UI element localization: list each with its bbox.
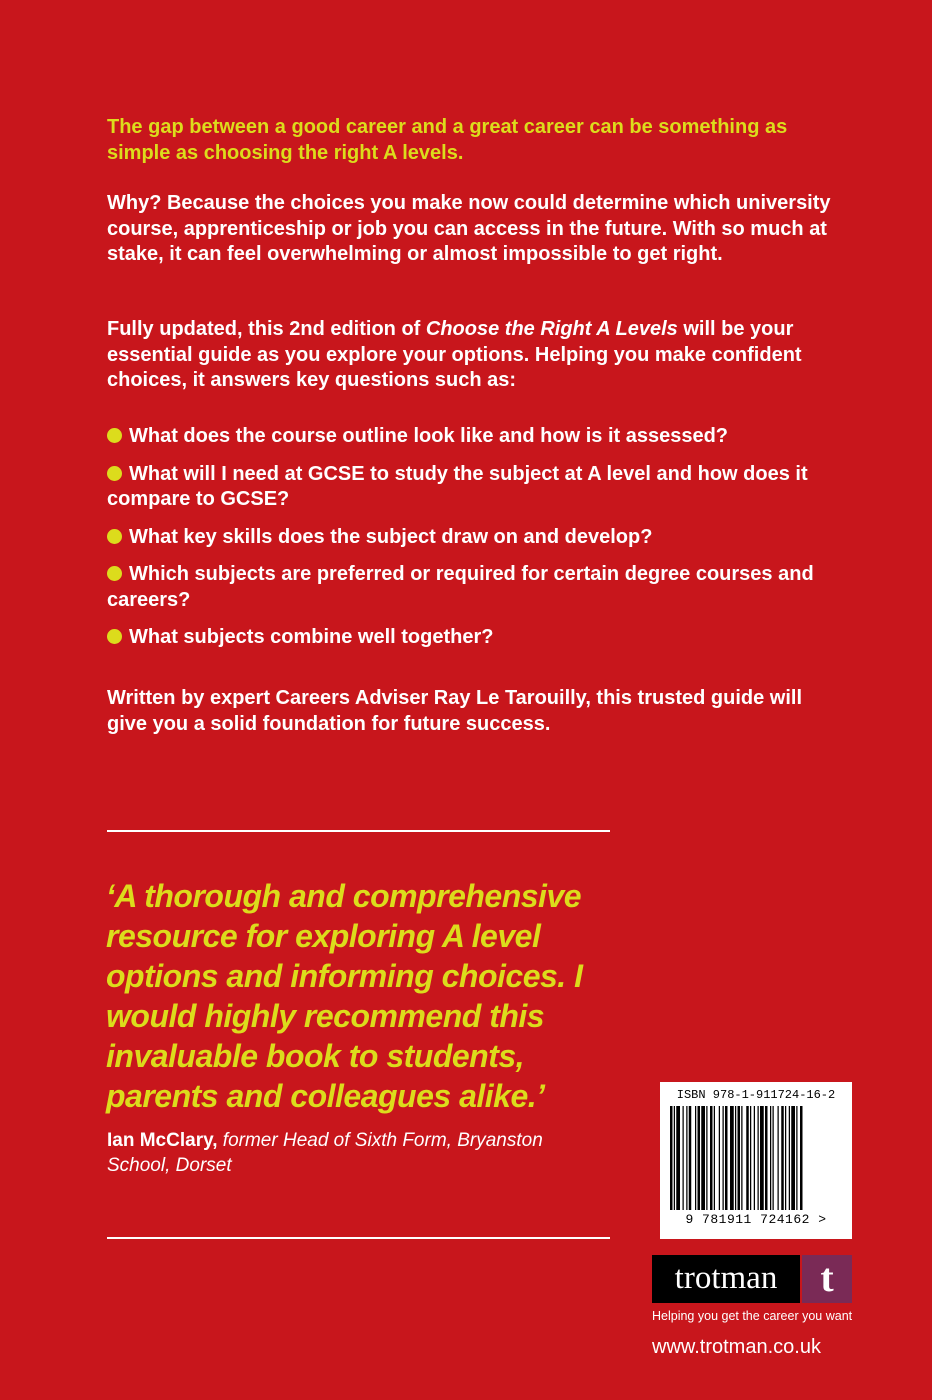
attribution-name: Ian McClary, <box>107 1130 218 1151</box>
logo-mark: t <box>802 1255 852 1303</box>
body-paragraph-why: Why? Because the choices you make now could determine which university course, apprenticeship or job you can access in the future. With so much at stake, it can feel overwhelming or almost impossible to get right. <box>107 192 831 265</box>
list-item <box>107 424 837 450</box>
bullet-dot-icon <box>107 566 122 581</box>
key-questions-list <box>107 424 837 663</box>
isbn-label: ISBN 978-1-911724-16-2 <box>676 1088 836 1102</box>
bullet-dot-icon <box>107 428 122 443</box>
publisher-url: www.trotman.co.uk <box>652 1336 821 1358</box>
list-item <box>107 462 837 513</box>
publisher-tagline: Helping you get the career you want <box>652 1309 853 1323</box>
barcode-bars <box>670 1106 842 1210</box>
attribution-role: former Head of Sixth Form, Bryanston School, Dorset <box>107 1130 543 1176</box>
bullet-dot-icon <box>107 629 122 644</box>
guide-text-before: Fully updated, this 2nd edition of <box>107 318 426 340</box>
isbn-barcode <box>660 1082 852 1239</box>
author-paragraph: Written by expert Careers Adviser Ray Le Tarouilly, this trusted guide will give you a solid foundation for future success. <box>107 687 802 735</box>
body-paragraph-guide <box>107 317 837 394</box>
testimonial-quote: ‘A thorough and comprehensive resource for exploring A level options and informing choices. I would highly recommend this invaluable book to students, parents and colleagues alike.’ <box>106 878 583 1114</box>
list-item <box>107 562 837 613</box>
divider-top <box>107 830 610 832</box>
bullet-dot-icon <box>107 466 122 481</box>
book-title: Choose the Right A Levels <box>425 318 678 340</box>
list-item-text: Which subjects are preferred or required for certain degree courses and careers? <box>107 563 814 611</box>
guide-text-after: will be your essential guide as you explore your options. Helping you make confident choices, it answers key questions such as: <box>107 318 802 391</box>
list-item-text: What subjects combine well together? <box>129 626 494 648</box>
testimonial-attribution <box>107 1128 577 1178</box>
list-item-text: What key skills does the subject draw on and develop? <box>129 525 653 548</box>
list-item-text: What will I need at GCSE to study the subject at A level and how does it compare to GCSE? <box>107 462 808 510</box>
bullet-dot-icon <box>107 529 122 544</box>
divider-bottom <box>107 1237 610 1239</box>
publisher-logo <box>652 1255 852 1303</box>
list-item <box>107 625 837 651</box>
intro-text: The gap between a good career and a great career can be something as simple as choosing the right A levels. <box>107 116 788 164</box>
logo-wordmark: trotman <box>652 1255 800 1303</box>
barcode-digits: 9 781911 724162 > <box>685 1212 827 1227</box>
list-item <box>107 525 837 551</box>
list-item-text: What does the course outline look like and how is it assessed? <box>129 425 729 447</box>
